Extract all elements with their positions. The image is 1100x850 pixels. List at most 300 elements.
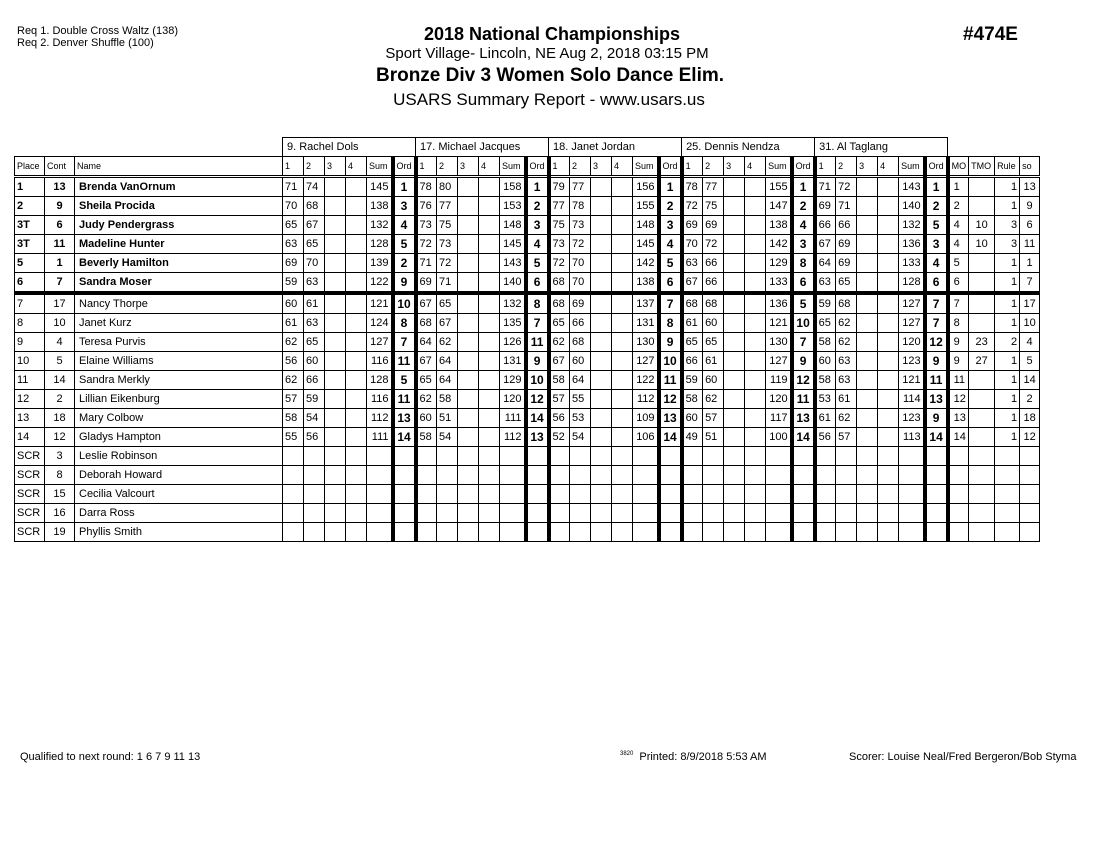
sum-score: 122 [633,371,659,390]
dance1-score [815,466,836,485]
rule-cell [995,466,1020,485]
dance4-score [745,371,766,390]
dance4-score [612,466,633,485]
place-cell: 3T [15,216,45,235]
col-ord: Ord [925,157,948,177]
event-name: Bronze Div 3 Women Solo Dance Elim. [375,65,725,86]
contestant-number: 3 [45,447,75,466]
dance2-score: 74 [304,177,325,197]
dance1-score: 67 [549,352,570,371]
dance1-score: 79 [549,177,570,197]
dance1-score: 60 [416,409,437,428]
place-cell: SCR [15,485,45,504]
sum-score: 140 [500,273,526,294]
dance3-score [724,447,745,466]
dance1-score [283,466,304,485]
sum-score: 153 [500,197,526,216]
dance3-score [458,333,479,352]
sum-score [633,504,659,523]
results-table [14,137,1040,542]
so-cell [1020,466,1040,485]
contestant-number: 13 [45,177,75,197]
mo-cell [948,447,969,466]
sum-score: 127 [899,314,925,333]
ordinal: 3 [659,216,682,235]
ordinal: 6 [526,273,549,294]
so-cell: 5 [1020,352,1040,371]
ordinal: 8 [526,293,549,314]
mo-cell [948,466,969,485]
skater-name: Sandra Merkly [75,371,283,390]
dance1-score: 75 [549,216,570,235]
sum-score: 130 [766,333,792,352]
dance1-score: 65 [549,314,570,333]
dance4-score [745,447,766,466]
table-row [15,485,1040,504]
ordinal: 5 [393,235,416,254]
sum-score: 132 [367,216,393,235]
sum-score: 127 [766,352,792,371]
dance4-score [878,485,899,504]
dance2-score: 63 [304,314,325,333]
col-rule: Rule [995,157,1020,177]
dance3-score [458,466,479,485]
sum-score: 123 [899,409,925,428]
dance1-score: 53 [815,390,836,409]
dance2-score: 54 [570,428,591,447]
printed-info [620,751,767,763]
ordinal: 2 [925,197,948,216]
dance4-score [479,390,500,409]
dance1-score: 62 [283,371,304,390]
dance1-score: 57 [283,390,304,409]
dance1-score: 71 [283,177,304,197]
dance3-score [591,371,612,390]
dance3-score [325,428,346,447]
ordinal: 1 [526,177,549,197]
dance2-score: 62 [437,333,458,352]
so-cell: 14 [1020,371,1040,390]
dance2-score: 73 [570,216,591,235]
dance4-score [346,409,367,428]
dance3-score [857,523,878,542]
blank-cell [15,138,283,157]
sum-score: 131 [500,352,526,371]
judge-name-3: 18. Janet Jordan [549,138,682,157]
so-cell [1020,447,1040,466]
rule-cell: 3 [995,235,1020,254]
table-row [15,333,1040,352]
dance3-score [458,235,479,254]
skater-name: Judy Pendergrass [75,216,283,235]
col-tmo: TMO [969,157,995,177]
dance3-score [857,504,878,523]
dance4-score [479,447,500,466]
table-row [15,197,1040,216]
dance4-score [745,197,766,216]
dance2-score [570,485,591,504]
dance2-score: 69 [836,235,857,254]
place-cell: SCR [15,504,45,523]
dance3-score [857,333,878,352]
ordinal [526,447,549,466]
sum-score: 120 [899,333,925,352]
contestant-number: 15 [45,485,75,504]
ordinal: 2 [393,254,416,273]
dance4-score [346,314,367,333]
dance3-score [857,197,878,216]
sum-score: 120 [500,390,526,409]
ordinal: 10 [393,293,416,314]
report-subtitle: USARS Summary Report - www.usars.us [393,90,705,109]
judge-name-4: 25. Dennis Nendza [682,138,815,157]
sum-score: 158 [500,177,526,197]
dance2-score: 63 [304,273,325,294]
dance4-score [745,293,766,314]
dance3-score [857,273,878,294]
dance4-score [745,485,766,504]
dance2-score: 75 [703,197,724,216]
dance2-score [437,485,458,504]
dance2-score: 51 [703,428,724,447]
dance4-score [612,235,633,254]
col-dance-j1: 1 [283,157,304,177]
dance4-score [878,371,899,390]
ordinal [393,447,416,466]
dance3-score [458,314,479,333]
dance2-score: 78 [570,197,591,216]
dance4-score [612,390,633,409]
ordinal: 3 [393,197,416,216]
col-sum: Sum [899,157,925,177]
sum-score: 139 [367,254,393,273]
sum-score [899,504,925,523]
contestant-number: 4 [45,333,75,352]
dance1-score [682,466,703,485]
dance3-score [458,352,479,371]
so-cell: 7 [1020,273,1040,294]
sum-score [633,466,659,485]
ordinal: 5 [526,254,549,273]
sum-score: 138 [367,197,393,216]
sum-score: 117 [766,409,792,428]
dance2-score: 73 [437,235,458,254]
dance1-score: 63 [682,254,703,273]
ordinal: 9 [526,352,549,371]
dance4-score [612,333,633,352]
dance3-score [458,428,479,447]
dance4-score [878,352,899,371]
dance1-score: 69 [416,273,437,294]
col-name: Name [75,157,283,177]
dance2-score: 55 [570,390,591,409]
so-cell: 10 [1020,314,1040,333]
ordinal [925,523,948,542]
dance2-score [703,485,724,504]
ordinal [925,466,948,485]
rule-cell: 1 [995,371,1020,390]
dance4-score [479,409,500,428]
dance3-score [724,235,745,254]
so-cell: 4 [1020,333,1040,352]
ordinal: 5 [792,293,815,314]
tmo-cell [969,273,995,294]
dance1-score: 69 [815,197,836,216]
dance3-score [724,177,745,197]
col-ord: Ord [526,157,549,177]
dance3-score [724,273,745,294]
sum-score: 143 [899,177,925,197]
dance2-score [570,504,591,523]
dance1-score: 70 [283,197,304,216]
ordinal: 11 [393,352,416,371]
dance1-score: 68 [549,293,570,314]
dance4-score [878,273,899,294]
dance4-score [479,216,500,235]
ordinal [526,485,549,504]
ordinal [659,485,682,504]
dance1-score: 61 [283,314,304,333]
tmo-cell [969,428,995,447]
dance2-score: 71 [836,197,857,216]
dance1-score [549,466,570,485]
place-cell: 5 [15,254,45,273]
table-row [15,409,1040,428]
dance1-score: 77 [549,197,570,216]
col-ord: Ord [393,157,416,177]
tmo-cell [969,254,995,273]
dance2-score: 72 [437,254,458,273]
dance4-score [745,504,766,523]
dance1-score [682,504,703,523]
dance2-score: 66 [703,273,724,294]
dance3-score [325,523,346,542]
dance4-score [612,523,633,542]
contestant-number: 18 [45,409,75,428]
dance1-score [815,485,836,504]
so-cell: 2 [1020,390,1040,409]
sum-score: 145 [367,177,393,197]
ordinal: 1 [925,177,948,197]
dance4-score [346,293,367,314]
rule-cell: 1 [995,409,1020,428]
dance3-score [458,523,479,542]
sum-score: 148 [633,216,659,235]
dance3-score [724,314,745,333]
mo-cell: 4 [948,216,969,235]
col-mo: MO [948,157,969,177]
place-cell: 9 [15,333,45,352]
ordinal [659,523,682,542]
dance2-score: 60 [304,352,325,371]
dance3-score [591,314,612,333]
sum-score: 136 [766,293,792,314]
dance3-score [724,254,745,273]
ordinal [659,466,682,485]
sum-score: 142 [766,235,792,254]
rule-cell: 1 [995,254,1020,273]
table-row [15,352,1040,371]
sum-score: 121 [766,314,792,333]
dance4-score [479,428,500,447]
so-cell: 18 [1020,409,1040,428]
ordinal: 13 [526,428,549,447]
col-dance-j1: 1 [682,157,703,177]
dance3-score [325,447,346,466]
ordinal [659,504,682,523]
so-cell [1020,504,1040,523]
table-row [15,293,1040,314]
sum-score: 133 [766,273,792,294]
sum-score: 111 [500,409,526,428]
so-cell: 1 [1020,254,1040,273]
dance3-score [724,428,745,447]
dance4-score [346,273,367,294]
sum-score [500,447,526,466]
skater-name: Elaine Williams [75,352,283,371]
ordinal: 2 [792,197,815,216]
sum-score: 156 [633,177,659,197]
ordinal: 9 [792,352,815,371]
dance2-score [836,504,857,523]
tmo-cell [969,409,995,428]
dance1-score: 60 [682,409,703,428]
dance4-score [479,293,500,314]
ordinal: 7 [925,314,948,333]
tmo-cell: 23 [969,333,995,352]
sum-score: 132 [899,216,925,235]
dance3-score [591,523,612,542]
ordinal [393,485,416,504]
dance2-score: 77 [703,177,724,197]
rule-cell [995,504,1020,523]
skater-name: Brenda VanOrnum [75,177,283,197]
dance2-score [437,523,458,542]
dance4-score [479,523,500,542]
col-dance-j1: 1 [549,157,570,177]
dance1-score: 71 [815,177,836,197]
dance1-score: 58 [815,371,836,390]
ordinal [393,523,416,542]
judge-name-1: 9. Rachel Dols [283,138,416,157]
dance1-score [283,447,304,466]
ordinal: 2 [526,197,549,216]
dance1-score: 65 [815,314,836,333]
dance3-score [857,352,878,371]
table-row [15,390,1040,409]
dance4-score [878,197,899,216]
dance3-score [724,371,745,390]
mo-cell: 4 [948,235,969,254]
dance4-score [878,235,899,254]
dance2-score: 68 [304,197,325,216]
contestant-number: 16 [45,504,75,523]
ordinal: 9 [925,409,948,428]
place-cell: 2 [15,197,45,216]
mo-cell: 1 [948,177,969,197]
dance3-score [325,314,346,333]
dance4-score [612,197,633,216]
dance2-score: 62 [836,409,857,428]
sum-score [633,485,659,504]
tmo-cell [969,466,995,485]
rule-cell: 1 [995,177,1020,197]
rule-cell: 1 [995,273,1020,294]
contestant-number: 12 [45,428,75,447]
dance1-score: 67 [682,273,703,294]
ordinal: 6 [925,273,948,294]
dance1-score: 69 [283,254,304,273]
ordinal: 11 [393,390,416,409]
ordinal: 3 [792,235,815,254]
dance2-score: 77 [570,177,591,197]
sum-score: 155 [633,197,659,216]
dance1-score [815,447,836,466]
dance2-score [304,485,325,504]
skater-name: Phyllis Smith [75,523,283,542]
sum-score: 155 [766,177,792,197]
mo-cell: 5 [948,254,969,273]
dance2-score: 61 [304,293,325,314]
ordinal: 7 [792,333,815,352]
rule-cell: 1 [995,428,1020,447]
col-cont: Cont [45,157,75,177]
dance3-score [458,371,479,390]
dance2-score: 58 [437,390,458,409]
dance3-score [724,352,745,371]
dance1-score: 59 [815,293,836,314]
dance1-score: 59 [682,371,703,390]
sum-score [899,466,925,485]
dance2-score: 54 [437,428,458,447]
dance1-score: 58 [549,371,570,390]
dance4-score [612,504,633,523]
table-row [15,273,1040,294]
mo-cell: 12 [948,390,969,409]
dance2-score: 75 [437,216,458,235]
dance1-score: 58 [682,390,703,409]
place-cell: 3T [15,235,45,254]
sum-score: 143 [500,254,526,273]
skater-name: Leslie Robinson [75,447,283,466]
dance2-score: 71 [437,273,458,294]
ordinal: 10 [792,314,815,333]
contestant-number: 1 [45,254,75,273]
contestant-number: 14 [45,371,75,390]
sum-score: 120 [766,390,792,409]
sum-score: 129 [766,254,792,273]
dance1-score: 67 [416,293,437,314]
col-dance-j1: 1 [416,157,437,177]
tmo-cell: 10 [969,216,995,235]
dance1-score: 57 [549,390,570,409]
dance4-score [878,504,899,523]
col-dance-j1: 1 [815,157,836,177]
requirement-1: Req 1. Double Cross Waltz (138) [17,25,178,37]
dance3-score [724,409,745,428]
dance3-score [325,177,346,197]
dance2-score [304,523,325,542]
ordinal [393,466,416,485]
dance1-score: 63 [283,235,304,254]
dance3-score [857,447,878,466]
dance4-score [479,314,500,333]
table-row [15,177,1040,197]
sum-score: 127 [899,293,925,314]
dance1-score: 67 [815,235,836,254]
ordinal: 1 [792,177,815,197]
dance4-score [745,314,766,333]
